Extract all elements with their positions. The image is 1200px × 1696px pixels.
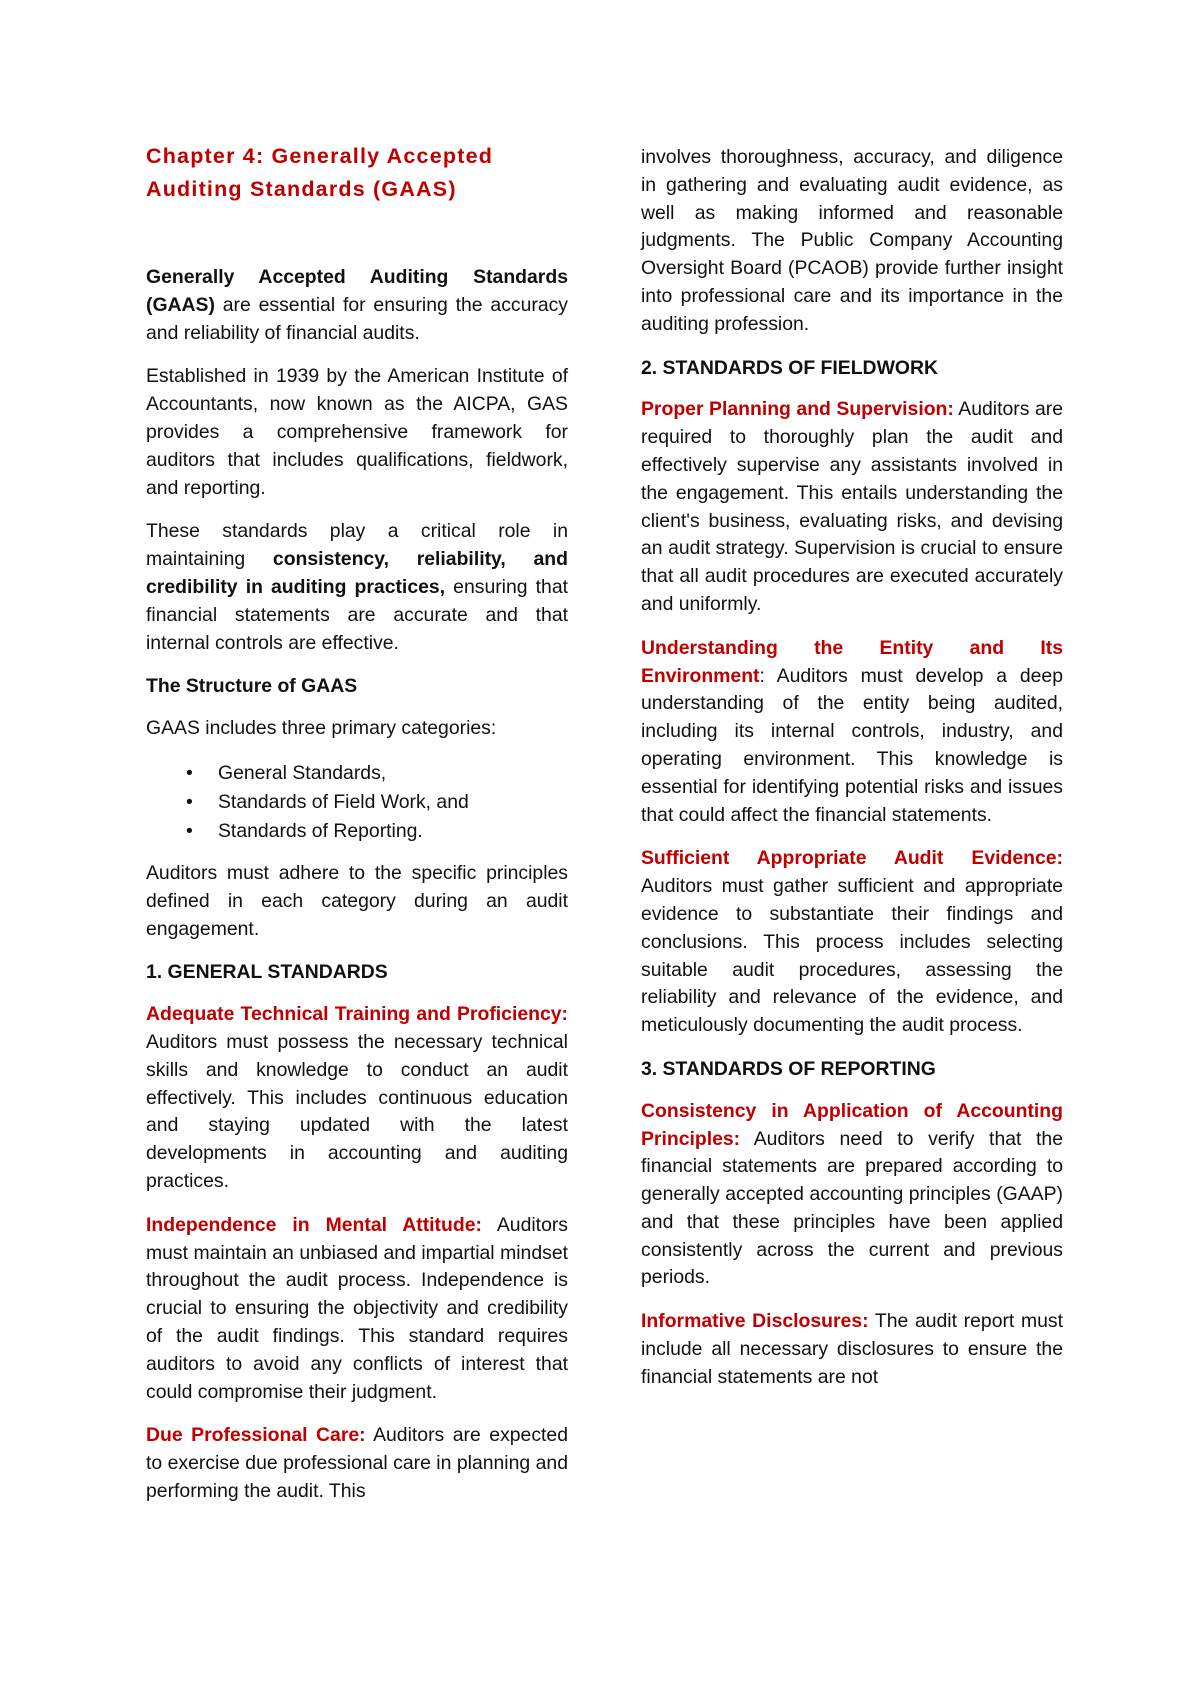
list-item: • Standards of Reporting. xyxy=(146,817,568,846)
fieldwork-entity: Understanding the Entity and Its Environment: Auditors must develop a deep understanding of the entity being audited, including its internal controls, industry, and operating environment. This knowledge is essential for identifying potential risks and issues that could affect the financial statements. xyxy=(641,636,1063,826)
bullet-icon: • xyxy=(186,790,193,813)
structure-heading: The Structure of GAAS xyxy=(146,675,358,698)
reporting-disclosures: Informative Disclosures: The audit report must include all necessary disclosures to ensure the financial statements are not xyxy=(641,1310,1063,1388)
fieldwork-planning: Proper Planning and Supervision: Auditors are required to thoroughly plan the audit and effectively supervise any assistants involved in the engagement. This entails understanding the client's business, evaluating risks, and devising an audit strategy. Supervision is crucial to ensure that all audit procedures are executed accurately and uniformly. xyxy=(641,398,1063,615)
reporting-heading: 3. STANDARDS OF REPORTING xyxy=(641,1057,936,1080)
standard-due-care: Due Professional Care: Auditors are expected to exercise due professional care in planning and performing the audit. This xyxy=(146,1424,568,1502)
general-standards-heading: 1. GENERAL STANDARDS xyxy=(146,961,388,984)
structure-closing: Auditors must adhere to the specific principles defined in each category during an audit engagement. xyxy=(146,861,568,940)
fieldwork-evidence: Sufficient Appropriate Audit Evidence: Auditors must gather sufficient and appropriate evidence to substantiate their findings and conclusions. This process includes selecting suitable audit procedures, assessing the reliability and relevance of the evidence, and meticulously documenting the audit process. xyxy=(641,847,1063,1037)
gaas-term: Generally Accepted Auditing Standards (GAAS) xyxy=(146,266,568,316)
intro-paragraph-3: These standards play a critical role in maintaining consistency, reliability, and credibility in auditing practices, ensuring that financial statements are accurate and that internal controls are effective. xyxy=(146,520,569,654)
right-column xyxy=(641,144,1063,1408)
bullet-icon: • xyxy=(186,819,193,842)
due-care-continuation: involves thoroughness, accuracy, and diligence in gathering and evaluating audit evidence, as well as making informed and reasonable judgments. The Public Company Accounting Oversight Board (PCAOB) provide further insight into professional care and its importance in the auditing profession. xyxy=(641,146,1063,335)
chapter-title: Chapter 4: Generally Accepted Auditing Standards (GAAS) xyxy=(146,144,494,201)
bullet-icon: • xyxy=(186,761,193,784)
standard-independence: Independence in Mental Attitude: Auditors must maintain an unbiased and impartial mindset throughout the audit process. Independence is crucial to ensuring the objectivity and credibility of the audit findings. This standard requires auditors to avoid any conflicts of interest that could compromise their judgment. xyxy=(146,1213,569,1403)
list-item: • Standards of Field Work, and xyxy=(146,788,568,817)
fieldwork-heading: 2. STANDARDS OF FIELDWORK xyxy=(641,356,938,379)
left-column xyxy=(146,140,568,1522)
category-list xyxy=(146,759,568,846)
structure-lead: GAAS includes three primary categories: xyxy=(146,717,497,740)
intro-paragraph-2: Established in 1939 by the American Institute of Accountants, now known as the AICPA, GAS provides a comprehensive framework for auditors that includes qualifications, fieldwork, and reporting. xyxy=(146,365,568,499)
reporting-consistency: Consistency in Application of Accounting Principles: Auditors need to verify that the financial statements are prepared according to generally accepted accounting principles (GAAP) and that these principles have been applied consistently across the current and previous periods. xyxy=(641,1099,1063,1289)
intro-paragraph-1: Generally Accepted Auditing Standards (GAAS) are essential for ensuring the accuracy and reliability of financial audits. xyxy=(146,266,568,344)
standard-training: Adequate Technical Training and Proficiency: Auditors must possess the necessary technical skills and knowledge to conduct an audit effectively. This includes continuous education and staying updated with the latest developments in accounting and auditing practices. xyxy=(146,1003,568,1192)
list-item: • General Standards, xyxy=(146,759,568,788)
